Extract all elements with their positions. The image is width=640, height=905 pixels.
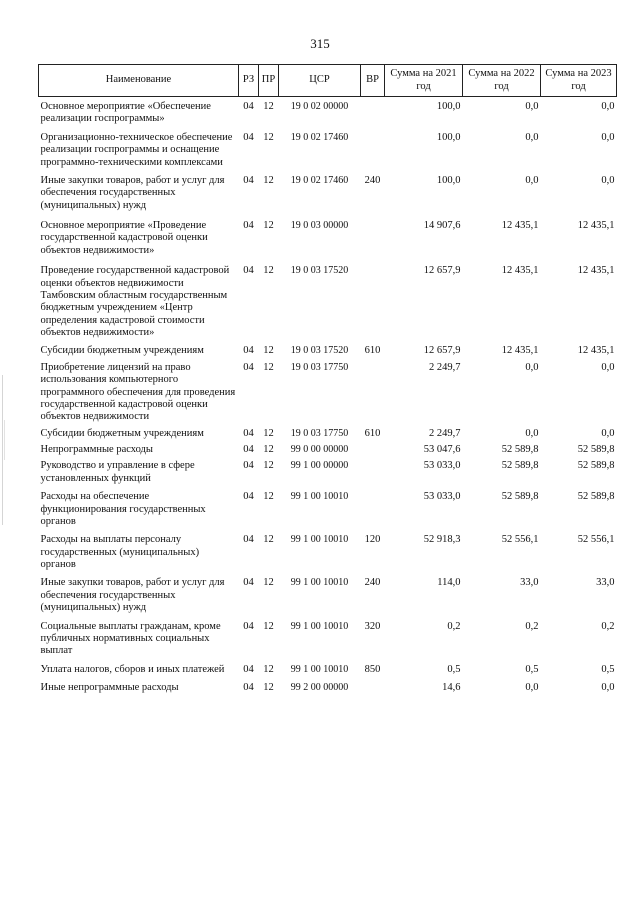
header-vr: ВР xyxy=(361,65,385,97)
row-name: Иные непрограммные расходы xyxy=(40,682,179,693)
row-csr: 19 0 02 00000 xyxy=(290,101,349,112)
row-sum-2023: 0,0 xyxy=(601,427,615,439)
row-csr: 99 1 00 00000 xyxy=(290,460,349,472)
row-name: Основное мероприятие «Обеспечение реализации госпрограммы» xyxy=(40,101,211,125)
row-sum-2022: 0,0 xyxy=(525,427,539,439)
row-sum-2022: 52 589,8 xyxy=(501,491,539,503)
row-rz: 04 xyxy=(243,663,254,675)
table-row xyxy=(39,571,617,614)
header-sum-2021: Сумма на 2021 год xyxy=(385,65,463,97)
row-sum-2023: 0,2 xyxy=(601,620,615,632)
row-rz: 04 xyxy=(243,427,254,439)
row-vr: 610 xyxy=(364,427,381,439)
row-rz: 04 xyxy=(243,101,254,112)
row-sum-2021: 100,0 xyxy=(436,131,461,143)
row-name: Уплата налогов, сборов и иных платежей xyxy=(40,663,225,675)
row-rz: 04 xyxy=(243,460,254,472)
table-header-row xyxy=(39,65,617,97)
row-vr xyxy=(361,676,385,694)
row-pr: 12 xyxy=(263,101,274,112)
row-csr: 19 0 03 17520 xyxy=(290,265,349,277)
row-sum-2021: 2 249,7 xyxy=(429,361,461,373)
table-row xyxy=(39,485,617,528)
header-csr: ЦСР xyxy=(279,65,361,97)
row-sum-2021: 53 033,0 xyxy=(423,460,461,472)
row-sum-2023: 33,0 xyxy=(596,577,615,589)
row-sum-2021: 2 249,7 xyxy=(429,427,461,439)
row-sum-2021: 12 657,9 xyxy=(423,265,461,277)
header-rz: РЗ xyxy=(239,65,259,97)
row-pr: 12 xyxy=(263,131,274,143)
row-sum-2023: 12 435,1 xyxy=(577,345,615,357)
row-csr: 19 0 03 17520 xyxy=(290,345,349,357)
row-csr: 99 1 00 10010 xyxy=(290,663,349,675)
row-vr xyxy=(361,212,385,257)
row-vr: 240 xyxy=(364,577,381,589)
row-sum-2023: 52 556,1 xyxy=(577,534,615,546)
row-pr: 12 xyxy=(263,663,274,675)
row-sum-2022: 0,0 xyxy=(525,101,539,112)
row-sum-2022: 0,0 xyxy=(525,174,539,186)
row-csr: 19 0 03 00000 xyxy=(290,220,349,231)
row-csr: 99 1 00 10010 xyxy=(290,620,349,632)
row-sum-2021: 14 907,6 xyxy=(423,220,461,231)
budget-table xyxy=(38,64,617,694)
row-sum-2022: 52 589,8 xyxy=(501,460,539,472)
row-sum-2023: 0,0 xyxy=(601,682,615,693)
row-rz: 04 xyxy=(243,131,254,143)
page-number: 315 xyxy=(310,36,330,51)
row-pr: 12 xyxy=(263,682,274,693)
row-vr xyxy=(361,485,385,528)
row-pr: 12 xyxy=(263,220,274,231)
row-pr: 12 xyxy=(263,534,274,546)
row-sum-2021: 0,5 xyxy=(447,663,461,675)
row-sum-2023: 52 589,8 xyxy=(577,491,615,503)
row-rz: 04 xyxy=(243,491,254,503)
row-name: Основное мероприятие «Проведение государственной кадастровой оценки объектов недвижимости» xyxy=(40,220,208,256)
row-pr: 12 xyxy=(263,265,274,277)
header-sum-2022: Сумма на 2022 год xyxy=(463,65,541,97)
row-sum-2023: 12 435,1 xyxy=(577,265,615,277)
row-sum-2022: 0,0 xyxy=(525,131,539,143)
row-sum-2023: 12 435,1 xyxy=(577,220,615,231)
row-csr: 99 1 00 10010 xyxy=(290,534,349,546)
row-pr: 12 xyxy=(263,361,274,373)
row-sum-2022: 0,0 xyxy=(525,682,539,693)
row-name: Руководство и управление в сфере установленных функций xyxy=(40,460,195,484)
row-sum-2023: 0,0 xyxy=(601,101,615,112)
row-vr xyxy=(361,358,385,424)
table-row xyxy=(39,440,617,456)
row-sum-2023: 0,0 xyxy=(601,131,615,143)
table-row xyxy=(39,339,617,357)
row-csr: 19 0 02 17460 xyxy=(290,131,349,143)
row-rz: 04 xyxy=(243,577,254,589)
row-sum-2021: 0,2 xyxy=(447,620,461,632)
row-name: Иные закупки товаров, работ и услуг для обеспечения государственных (муниципальных) нужд xyxy=(40,174,225,211)
row-pr: 12 xyxy=(263,174,274,186)
row-name: Проведение государственной кадастровой оценки объектов недвижимости Тамбовским областным государственным бюджетным учреждением «Центр определения кадастровой стоимости объектов недвижимости» xyxy=(40,265,230,338)
row-vr xyxy=(361,126,385,169)
row-sum-2022: 0,2 xyxy=(525,620,539,632)
row-rz: 04 xyxy=(243,174,254,186)
row-csr: 99 1 00 10010 xyxy=(290,491,349,503)
row-vr: 320 xyxy=(364,620,381,632)
row-sum-2021: 14,6 xyxy=(442,682,461,693)
row-sum-2023: 52 589,8 xyxy=(577,444,615,455)
table-row xyxy=(39,212,617,257)
row-csr: 99 2 00 00000 xyxy=(290,682,349,693)
row-rz: 04 xyxy=(243,361,254,373)
table-row xyxy=(39,456,617,485)
table-row xyxy=(39,257,617,339)
row-sum-2022: 0,5 xyxy=(525,663,539,675)
row-vr: 120 xyxy=(364,534,381,546)
row-csr: 19 0 03 17750 xyxy=(290,427,349,439)
row-name: Социальные выплаты гражданам, кроме публичных нормативных социальных выплат xyxy=(40,620,221,657)
row-rz: 04 xyxy=(243,682,254,693)
row-sum-2021: 52 918,3 xyxy=(423,534,461,546)
row-sum-2021: 100,0 xyxy=(436,174,461,186)
table-row xyxy=(39,615,617,658)
table-body xyxy=(39,97,617,695)
table-row xyxy=(39,169,617,212)
row-rz: 04 xyxy=(243,534,254,546)
table-row xyxy=(39,126,617,169)
row-sum-2022: 12 435,1 xyxy=(501,220,539,231)
row-name: Расходы на выплаты персоналу государственных (муниципальных) органов xyxy=(40,534,200,570)
row-rz: 04 xyxy=(243,345,254,357)
table-row xyxy=(39,658,617,676)
row-vr: 610 xyxy=(364,345,381,357)
header-sum-2023: Сумма на 2023 год xyxy=(541,65,617,97)
row-name: Расходы на обеспечение функционирования государственных органов xyxy=(40,491,206,527)
row-name: Организационно-техническое обеспечение реализации госпрограммы и оснащение программно-техническими комплексами xyxy=(40,131,233,168)
row-csr: 99 0 00 00000 xyxy=(290,444,349,455)
row-sum-2022: 0,0 xyxy=(525,361,539,373)
row-sum-2021: 53 047,6 xyxy=(423,444,461,455)
row-sum-2023: 0,0 xyxy=(601,361,615,373)
table-row xyxy=(39,676,617,694)
row-sum-2022: 12 435,1 xyxy=(501,345,539,357)
scan-edge-mark xyxy=(2,375,3,525)
table-row xyxy=(39,358,617,424)
row-name: Субсидии бюджетным учреждениям xyxy=(40,427,204,439)
scan-edge-mark xyxy=(4,420,5,460)
row-csr: 19 0 02 17460 xyxy=(290,174,349,186)
row-vr xyxy=(361,257,385,339)
row-sum-2023: 0,5 xyxy=(601,663,615,675)
row-pr: 12 xyxy=(263,427,274,439)
row-sum-2021: 100,0 xyxy=(436,101,461,112)
row-vr xyxy=(361,440,385,456)
row-vr: 850 xyxy=(364,663,381,675)
row-rz: 04 xyxy=(243,265,254,277)
row-sum-2023: 52 589,8 xyxy=(577,460,615,472)
row-sum-2022: 52 556,1 xyxy=(501,534,539,546)
row-pr: 12 xyxy=(263,460,274,472)
row-sum-2022: 33,0 xyxy=(520,577,539,589)
row-vr xyxy=(361,456,385,485)
row-sum-2022: 52 589,8 xyxy=(501,444,539,455)
row-name: Непрограммные расходы xyxy=(40,444,153,455)
row-rz: 04 xyxy=(243,620,254,632)
row-pr: 12 xyxy=(263,444,274,455)
row-name: Приобретение лицензий на право использования компьютерного программного обеспечения для проведения государственной кадастровой оценки объектов недвижимости xyxy=(40,361,236,423)
row-csr: 99 1 00 10010 xyxy=(290,577,349,589)
row-sum-2021: 12 657,9 xyxy=(423,345,461,357)
row-sum-2021: 53 033,0 xyxy=(423,491,461,503)
row-csr: 19 0 03 17750 xyxy=(290,361,349,373)
table-row xyxy=(39,97,617,126)
header-name: Наименование xyxy=(39,65,239,97)
row-rz: 04 xyxy=(243,220,254,231)
row-pr: 12 xyxy=(263,577,274,589)
row-sum-2021: 114,0 xyxy=(437,577,461,589)
row-sum-2023: 0,0 xyxy=(601,174,615,186)
row-pr: 12 xyxy=(263,620,274,632)
row-name: Иные закупки товаров, работ и услуг для обеспечения государственных (муниципальных) нужд xyxy=(40,577,225,614)
row-vr xyxy=(361,97,385,126)
row-sum-2022: 12 435,1 xyxy=(501,265,539,277)
row-rz: 04 xyxy=(243,444,254,455)
table-row xyxy=(39,528,617,571)
table-row xyxy=(39,424,617,440)
row-vr: 240 xyxy=(364,174,381,186)
header-pr: ПР xyxy=(259,65,279,97)
row-name: Субсидии бюджетным учреждениям xyxy=(40,345,204,357)
row-pr: 12 xyxy=(263,491,274,503)
row-pr: 12 xyxy=(263,345,274,357)
